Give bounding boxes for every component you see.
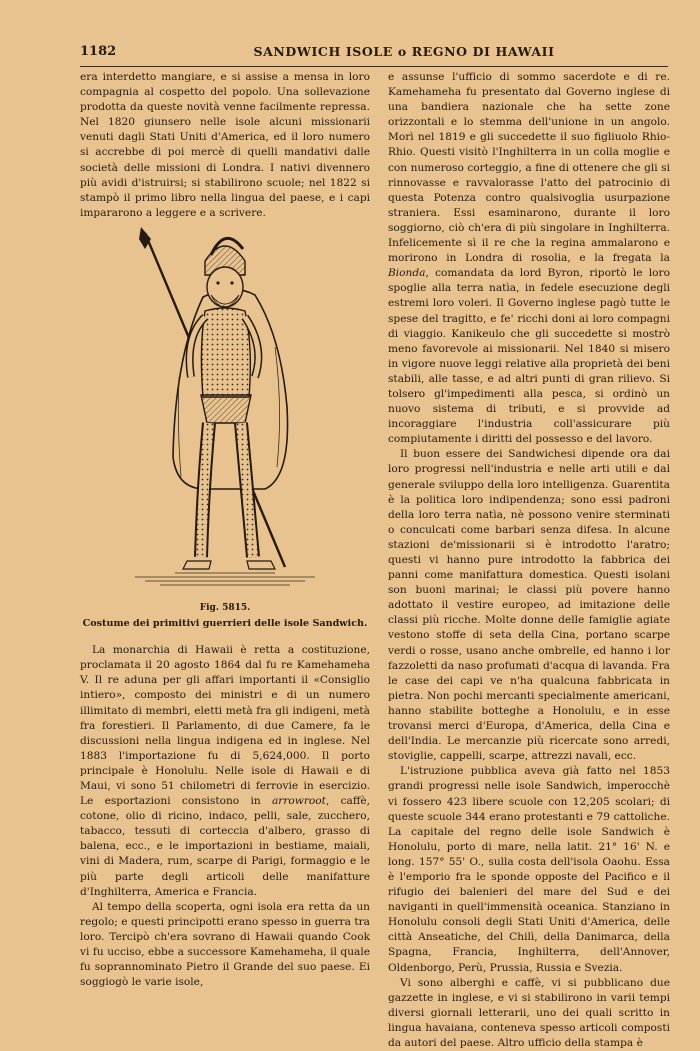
left-paragraph-2 bbox=[80, 643, 370, 900]
left-paragraph-2-text: La monarchia di Hawaii è retta a costituzione, proclamata il 20 agosto 1864 dal fu re Kamehameha V. Il re aduna per gli affari importanti il «Consiglio intiero», composto dei ministri e di un numero illimitato di membri, eletti metà fra gli indigeni, metà fra forestieri. Il Parlamento, di due Camere, fa le discussioni nella lingua indigena ed in inglese. Nel 1883 l'importazione fu di 5,624,000. Il porto principale è Honolulu. Nelle isole di Hawaii e di Maui, vi sono 51 chilometri di ferrovie in esercizio. Le esportazioni consistono in bbox=[80, 644, 370, 808]
running-title: SANDWICH ISOLE o REGNO DI HAWAII bbox=[253, 44, 555, 59]
left-paragraph-1: era interdetto mangiare, e si assise a mensa in loro compagnia al cospetto del popolo. Una sollevazione prodotta da queste novità venne facilmente repressa. Nel 1820 giunsero nelle isole alcuni missionarii venuti dagli Stati Uniti d'America, ed il loro numero si accrebbe di poi mercè di quelli mandativi dalle società delle missioni di Londra. I nativi divennero più avidi d'istruirsi; si stabilirono scuole; nel 1822 si stampò il primo libro nella lingua del paese, e i capi impararono a leggere e a scrivere. bbox=[80, 71, 370, 219]
right-paragraph-2: Il buon essere dei Sandwichesi dipende ora dai loro progressi nell'industria e nelle arti utili e dal generale sviluppo della loro intelligenza. Guarentita è la politica loro indipendenza; sono essi padroni della loro terra natìa, nè possono venire sterminati o conculcati come barbari senza difesa. In alcune stazioni de'missionarii si è introdotto l'aratro; questi vi hanno pure introdotto la fabbrica dei panni come manifattura domestica. Questi isolani son buoni marinai; le classi più povere hanno adottato il vestire europeo, ad imitazione delle classi più ricche. Molte donne delle famiglie agiate vestono stoffe di seta della Cina, portano scarpe verdi o rosse, usano anche ombrelle, ed hanno i lor fazzoletti da naso profumati d'acqua di lavanda. Fra le case dei capi ve n'ha qualcuna fabbricata in pietra. Non pochi mercanti specialmente americani, hanno stabilite botteghe a Honolulu, e in esse trovansi merci d'Europa, d'America, della Cina e dell'India. Le mercanzie più ricercate sono arredi, stoviglie, cappelli, scarpe, attrezzi navali, ecc. bbox=[388, 448, 670, 763]
right-paragraph-1b: , comandata da lord Byron, riportò le loro spoglie alla terra natìa, in fedele esecuzione degli estremi loro voleri. Il Governo inglese pagò tutte le spese del tragitto, e fe' ricchi doni ai loro compagni di viaggio. Kanikeulo che gli succedette si mostrò meno favorevole ai missionarii. Nel 1840 si misero in vigore nuove leggi relative alla proprietà dei beni stabili, alle tasse, e ad altri punti di gran rilievo. Si tolsero gl'impedimenti alla pesca, si ordinò un nuovo sistema di tributi, e si provvide ad incoraggiare l'industria coll'assicurare più compiutamente i diritti del possesso e del lavoro. bbox=[388, 267, 670, 446]
right-paragraph-1-italic: Bionda bbox=[388, 267, 426, 280]
figure-caption: Costume dei primitivi guerrieri delle isole Sandwich. bbox=[82, 618, 368, 630]
left-paragraph-3: Al tempo della scoperta, ogni isola era retta da un regolo; e questi principotti erano spesso in guerra tra loro. Tercipò ch'era sovrano di Hawaii quando Cook vi fu ucciso, ebbe a successore Kamehameha, il quale fu soprannominato Pietro il Grande del suo paese. Ei soggiogò le varie isole, bbox=[80, 900, 370, 989]
running-header bbox=[80, 44, 668, 67]
page-number: 1182 bbox=[80, 44, 117, 59]
right-paragraph-4: Vi sono alberghi e caffè, vi si pubblicano due gazzette in inglese, e vi si stabilirono in varii tempi diversi giornali letterarii, uno dei quali scritto in lingua havaiana, conteneva spesso articoli composti da autori del paese. Altro ufficio della stampa è bbox=[388, 976, 670, 1049]
right-paragraph-1a: e assunse l'ufficio di sommo sacerdote e di re. Kamehameha fu presentato dal Governo inglese di una bandiera nazionale che ha sette zone orizzontali e lo stemma dell'unione in un angolo. Morì nel 1819 e gli succedette il suo figliuolo Rhio-Rhio. Questi visitò l'Inghilterra in un colla moglie e con numeroso corteggio, a fine di ottenere che gli si rinnovasse e ravvalorasse l'atto del patrocinio di questa Potenza contro qualsivoglia usurpazione straniera. Essi esaminarono, durante il loro soggiorno, ciò ch'era di più singolare in Inghilterra. Infelicemente sì il re che la regina ammalarono e morirono in Londra di rosolia, e la fregata la bbox=[388, 71, 670, 265]
right-column bbox=[388, 70, 670, 1049]
right-paragraph-3: L'istruzione pubblica aveva già fatto nel 1853 grandi progressi nelle isole Sandwich, imperocchè vi fossero 423 libere scuole con 12,205 scolari; di queste scuole 344 erano protestanti e 79 cattoliche. La capitale del regno delle isole Sandwich è Honolulu, porto di mare, nella latit. 21° 16' N. e long. 157° 55' O., sulla costa dell'isola Oaohu. Essa è l'emporio fra le sponde opposte del Pacifico e il rifugio dei balenieri del mare del Sud e dei naviganti in quell'immensità oceanica. Stanziano in Honolulu consoli degli Stati Uniti d'America, delle città Anseatiche, del Chilì, della Danimarca, della Spagna, Francia, Inghilterra, dell'Annover, Oldenborgo, Perù, Prussia, Russia e Svezia. bbox=[388, 765, 670, 974]
right-paragraph-1 bbox=[388, 70, 670, 447]
figure-number: Fig. 5815. bbox=[199, 602, 251, 613]
left-column bbox=[80, 70, 370, 1000]
warrior-engraving bbox=[115, 227, 335, 595]
left-paragraph-2-rest: , caffè, cotone, olio di ricino, indaco, pelli, sale, zucchero, tabacco, tessuti di corteccia d'albero, grasso di balena, ecc., e le importazioni in bestiame, maiali, vini di Madera, rum, scarpe di Parigi, formaggio e le più parte degli articoli delle manifatture d'Inghilterra, America e Francia. bbox=[80, 795, 371, 898]
left-paragraph-2-italic: arrowroot bbox=[271, 795, 326, 808]
figure-5815 bbox=[80, 227, 370, 631]
